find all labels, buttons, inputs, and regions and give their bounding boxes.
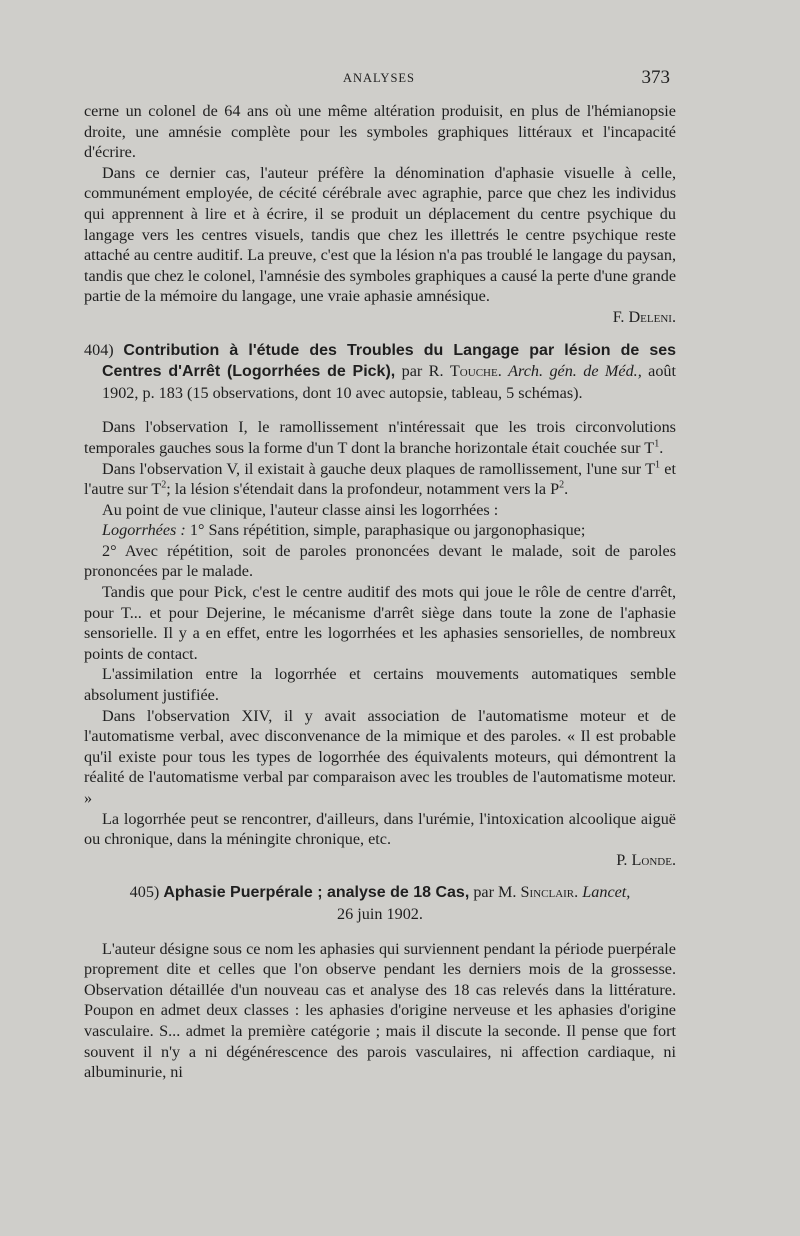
page-number: 373 bbox=[641, 67, 670, 88]
article-404-paragraph-8: Dans l'observation XIV, il y avait association de l'automatisme moteur et de l'automatisme verbal, avec disconvenance de la mimique et des paroles. « Il est probable qu'il existe pour tous les types de logorrhée des équivalents moteurs, qui démontrent la réalité de l'automatisme verbal par comparaison avec les troubles de l'automatisme moteur. » bbox=[84, 706, 676, 807]
running-head: ANALYSES bbox=[342, 71, 416, 85]
article-405-title: Aphasie Puerpérale ; analyse de 18 Cas, bbox=[163, 884, 470, 902]
superscript: 2 bbox=[161, 479, 167, 491]
superscript: 2 bbox=[559, 479, 565, 491]
article-405-date: 26 juin 1902. bbox=[337, 904, 423, 923]
article-404-paragraph-1 bbox=[84, 417, 676, 458]
logorrhees-label: Logorrhées : bbox=[102, 521, 186, 540]
article-404-by: par R. bbox=[401, 362, 444, 381]
article-405-heading bbox=[84, 882, 676, 924]
continuation-paragraph-2: Dans ce dernier cas, l'auteur préfère la dénomination d'aphasie visuelle à celle, communément employée, de cécité cérébrale avec agraphie, parce que chez les individus qui apprennent à lire et à écrire, il se produit un déplacement du centre psychique du langage vers les centres visuels, tandis que chez les illettrés le centre psychique reste attaché au centre auditif. La preuve, c'est que la lésion n'a pas troublé le langage du paysan, tandis que chez le colonel, l'amnésie des symboles graphiques a causé la perte d'une grande partie de la mémoire du langage, une vraie aphasie amnésique. bbox=[84, 163, 676, 306]
article-404-paragraph-4 bbox=[84, 520, 676, 541]
article-405-author: Sinclair. bbox=[520, 883, 579, 902]
page-body bbox=[84, 101, 676, 1083]
article-404-paragraph-6: Tandis que pour Pick, c'est le centre auditif des mots qui joue le rôle de centre d'arrêt, pour T... et pour Dejerine, le mécanisme d'arrêt siège dans toute la zone de l'aphasie sensorielle. Il y a en effet, entre les logorrhées et les aphasies sensorielles, de nombreux points de contact. bbox=[84, 583, 676, 663]
article-404-title: Contribution à l'étude des Troubles du Langage par lésion de ses Centres d'Arrêt (Logorrhées de Pick), bbox=[102, 341, 677, 381]
signature-text: F. Deleni. bbox=[612, 307, 676, 326]
continuation-paragraph-1: cerne un colonel de 64 ans où une même altération produisit, en plus de l'hémianopsie droite, une amnésie complète pour les symboles graphiques littéraux et l'incapacité d'écrire. bbox=[84, 102, 676, 162]
text-segment: . bbox=[564, 480, 569, 499]
article-404-number: 404) bbox=[84, 340, 114, 359]
article-404-paragraph-7: L'assimilation entre la logorrhée et certains mouvements automatiques semble absolument justifiée. bbox=[84, 665, 676, 705]
article-404-author: Touche. bbox=[449, 362, 502, 381]
page-header bbox=[84, 67, 674, 95]
article-405-paragraph-1: L'auteur désigne sous ce nom les aphasies qui surviennent pendant la période puerpérale proprement dite et celles que l'on observe pendant les derniers mois de la grossesse. Observation détaillée d'un nouveau cas et analyse des 18 cas relevés dans la littérature. Poupon en admet deux classes : les aphasies d'origine nerveuse et les aphasies d'origine vasculaire. S... admet la première catégorie ; mais il discute la seconde. Il pense que fort souvent il n'y a ni dégénérescence des parois vasculaires, ni affection cardiaque, ni albuminurie, ni bbox=[84, 939, 676, 1082]
article-405-number: 405) bbox=[129, 883, 160, 902]
text-segment: 1° Sans répétition, simple, paraphasique ou jargonophasique; bbox=[185, 521, 586, 540]
text-segment: ; la lésion s'étendait dans la profondeur, notamment vers la P bbox=[166, 480, 560, 499]
article-404-journal: Arch. gén. de Méd., bbox=[508, 362, 642, 381]
text-segment: Dans l'observation V, il existait à gauche deux plaques de ramollissement, l'une sur T bbox=[102, 459, 656, 478]
signature-londe bbox=[84, 850, 676, 871]
article-404-paragraph-9: La logorrhée peut se rencontrer, d'ailleurs, dans l'urémie, l'intoxication alcoolique aiguë ou chronique, dans la méningite chronique, etc. bbox=[84, 809, 676, 849]
signature-text: P. Londe. bbox=[616, 850, 676, 869]
article-405-by: par M. bbox=[473, 883, 517, 902]
article-404-paragraph-3: Au point de vue clinique, l'auteur classe ainsi les logorrhées : bbox=[102, 500, 499, 519]
signature-deleni bbox=[84, 307, 676, 328]
article-404-heading bbox=[84, 340, 676, 404]
article-404-paragraph-5: 2° Avec répétition, soit de paroles prononcées devant le malade, soit de paroles prononcées par le malade. bbox=[84, 541, 676, 581]
article-404-paragraph-2 bbox=[84, 459, 676, 500]
superscript: 1 bbox=[654, 438, 660, 450]
article-404-details: août 1902, p. 183 (15 observations, dont 10 avec autopsie, tableau, 5 schémas). bbox=[102, 362, 677, 402]
superscript: 1 bbox=[655, 459, 661, 471]
text-segment: . bbox=[659, 438, 664, 457]
text-segment: Dans l'observation I, le ramollissement n'intéressait que les trois circonvolutions temporales gauches sous la forme d'un T dont la branche horizontale était couchée sur T bbox=[84, 418, 676, 457]
article-405-journal: Lancet, bbox=[582, 883, 631, 902]
text-segment: et l'autre sur T bbox=[84, 459, 676, 499]
